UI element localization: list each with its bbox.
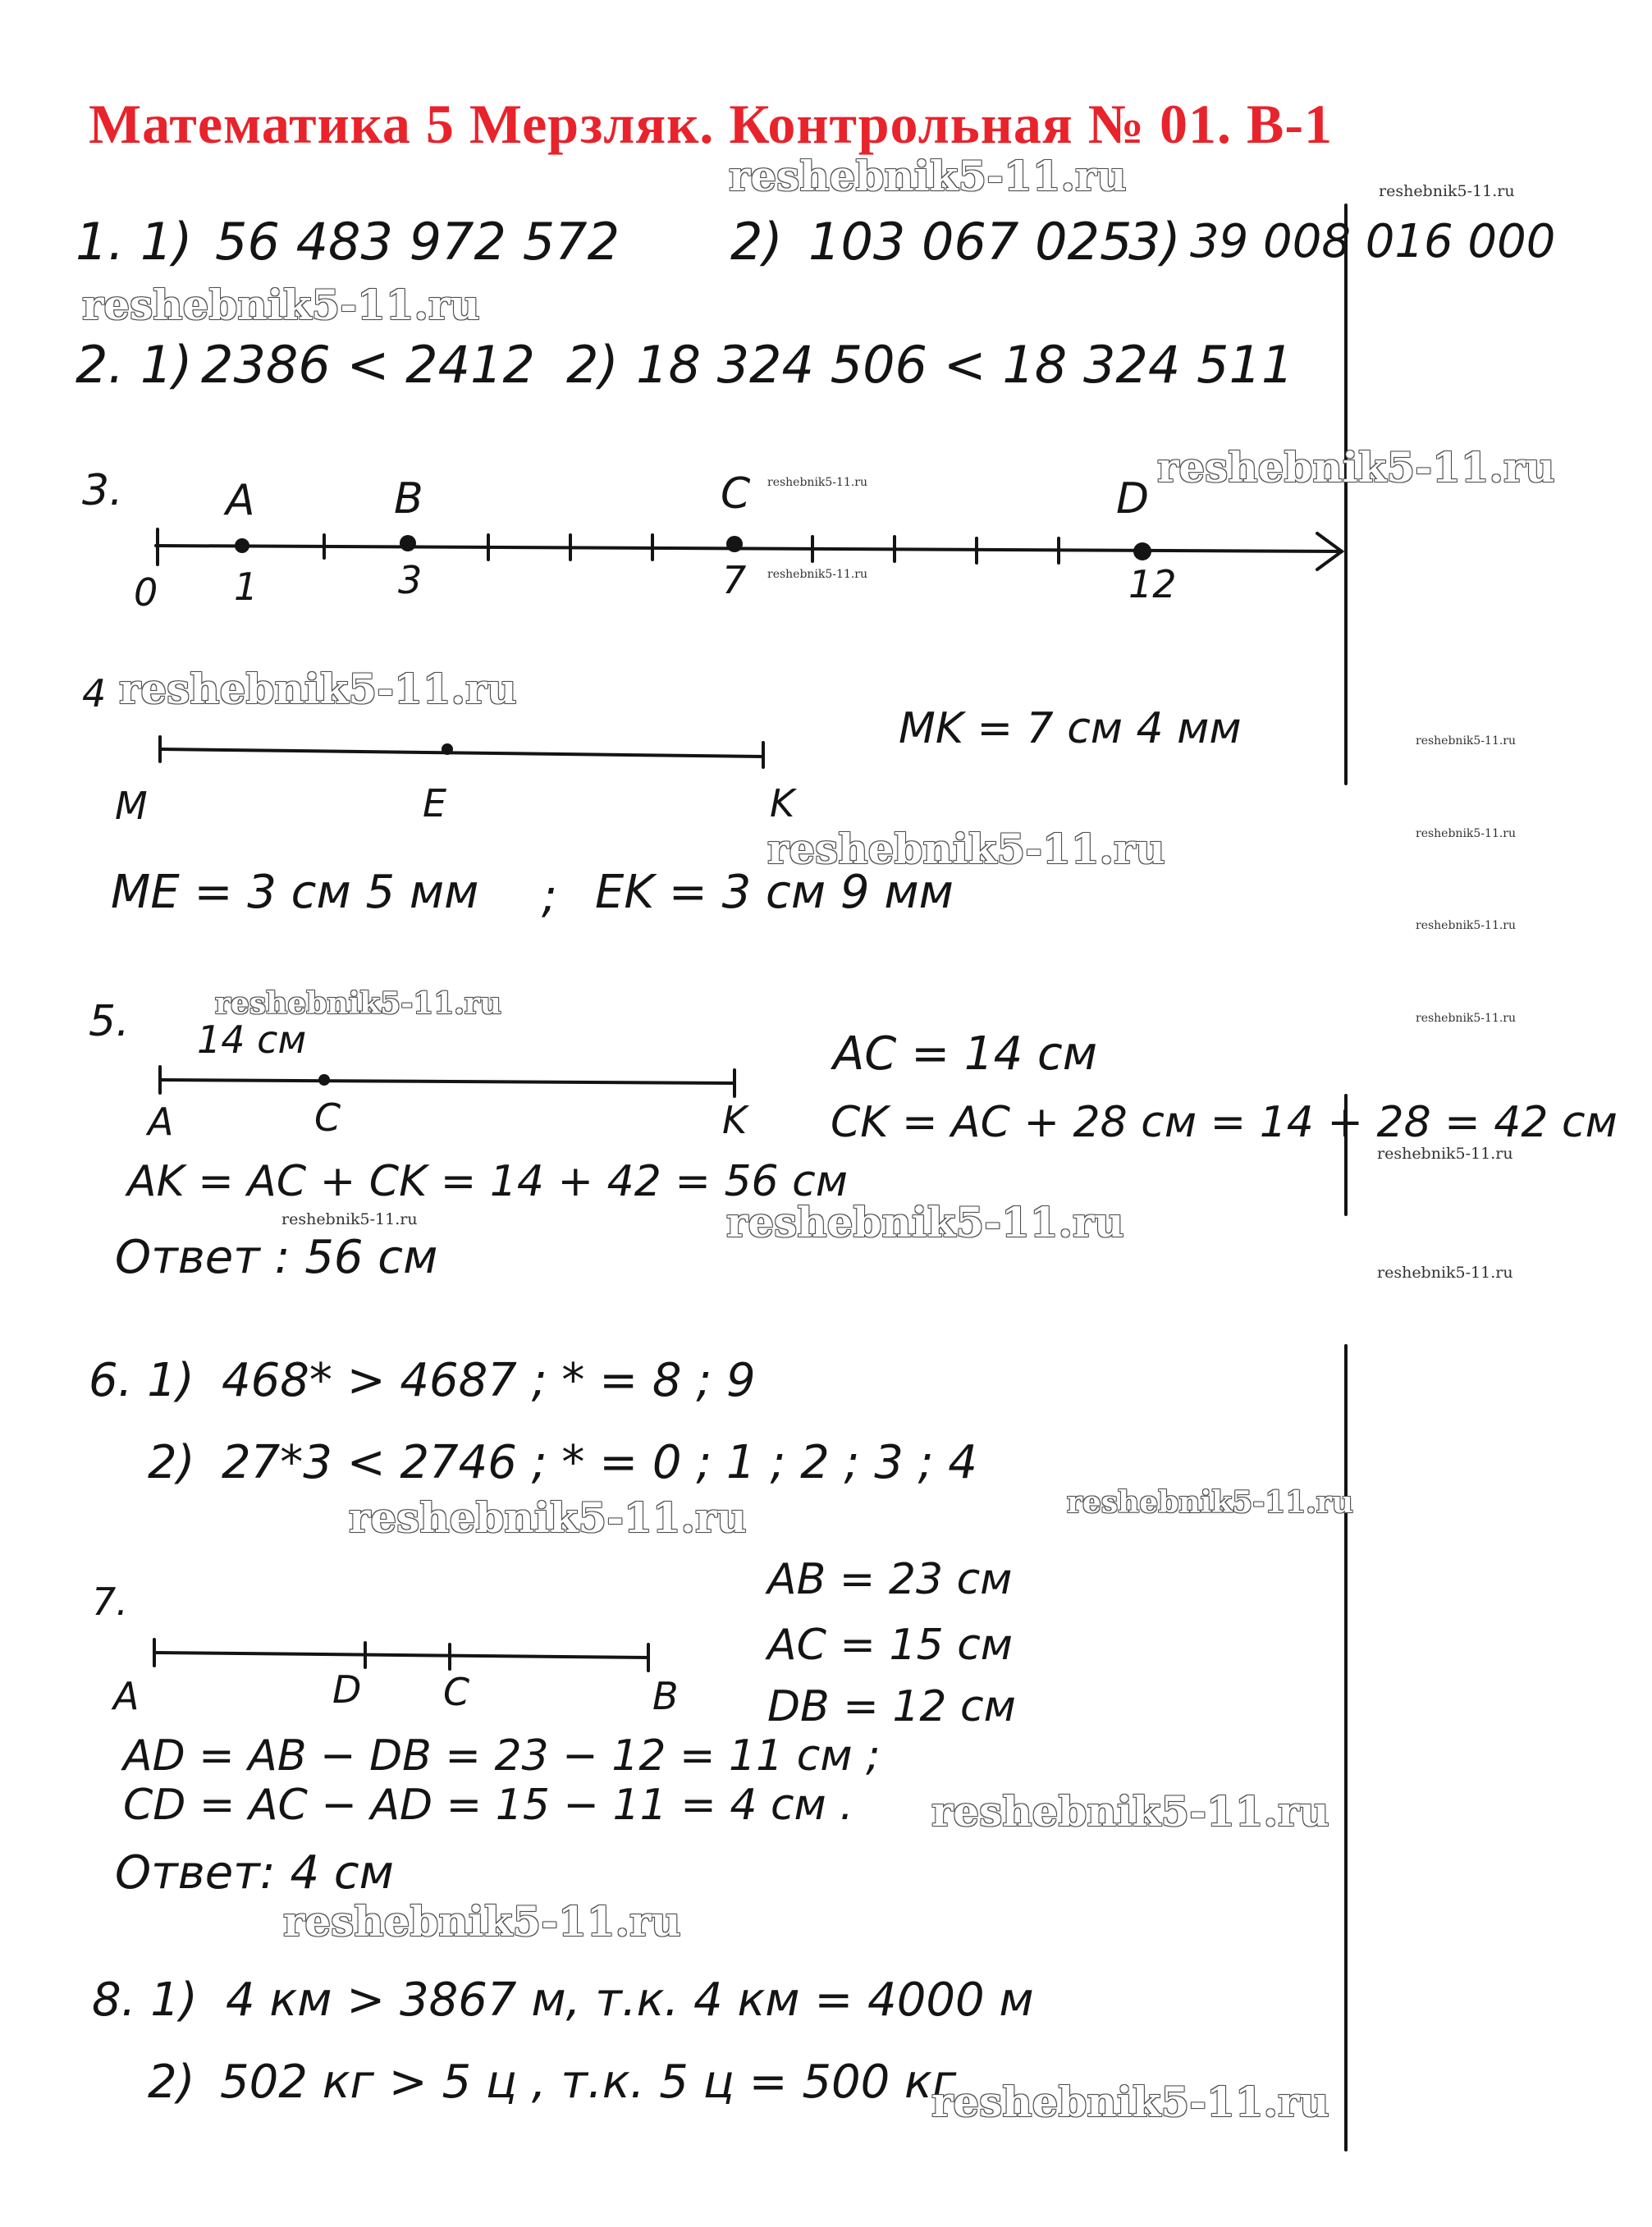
task7-db: DB = 12 см [767,1682,1016,1731]
point-b [400,535,416,551]
task4-mk: MK = 7 см 4 мм [899,704,1242,753]
task5-point-a: A [148,1100,174,1144]
task7-ad: AD = AB − DB = 23 − 12 = 11 см ; [123,1731,881,1781]
task4-point-m: M [115,784,148,828]
watermark: reshebnik5-11.ru [82,281,480,329]
watermark: reshebnik5-11.ru [931,2078,1329,2126]
task1-label2: 2) [730,212,783,272]
task8-label2: 2) [148,2056,195,2109]
task1-answer3: 39 008 016 000 [1190,215,1556,268]
point-d [1133,542,1151,560]
task1-answer2: 103 067 025 [808,212,1133,272]
watermark: reshebnik5-11.ru [726,1198,1124,1246]
point-e [442,743,453,755]
watermark: reshebnik5-11.ru [767,825,1165,873]
task1-label3: 3) [1128,212,1181,272]
task4-ek: EK = 3 см 9 мм [595,866,954,919]
task5-ac: AC = 14 см [833,1027,1098,1081]
task4-point-k: K [770,781,795,825]
task1-answer1: 56 483 972 572 [215,212,620,272]
task1-label: 1. 1) [76,212,193,272]
task5-point-k: K [722,1098,748,1142]
page-title: Математика 5 Мерзляк. Контрольная № 01. В-1 [89,93,1334,155]
watermark: reshebnik5-11.ru [349,1493,747,1542]
segment-ak [160,1080,734,1083]
task8-label1: 8. 1) [92,1973,198,2027]
watermark: reshebnik5-11.ru [1377,1264,1513,1282]
task2-label: 2. 1) [76,335,193,395]
watermark: reshebnik5-11.ru [1067,1485,1353,1520]
task3-label: 3. [82,466,123,515]
task3-point-c-value: 7 [722,558,747,602]
task8-line2: 502 кг > 5 ц , т.к. 5 ц = 500 кг [220,2056,957,2109]
task3-point-d-value: 12 [1128,562,1177,606]
task2-label2: 2) [566,335,619,395]
watermark: reshebnik5-11.ru [767,568,868,581]
task7-point-c: C [443,1670,470,1714]
task3-point-b-value: 3 [398,558,423,602]
task5-label: 5. [89,997,130,1046]
task7-answer: Ответ: 4 см [115,1846,394,1900]
task5-answer: Ответ : 56 см [115,1231,438,1284]
task3-point-a-name: A [226,476,255,525]
task7-ac: AC = 15 см [767,1621,1014,1670]
segment-mk [160,749,763,757]
watermark: reshebnik5-11.ru [1377,1145,1513,1163]
task3-point-b-name: B [394,474,423,524]
point-c [726,536,743,552]
watermark: reshebnik5-11.ru [119,665,517,713]
task6-line2: 27*3 < 2746 ; * = 0 ; 1 ; 2 ; 3 ; 4 [222,1436,977,1489]
number-line [156,546,1342,551]
task3-point-a-value: 1 [234,565,259,609]
watermark: reshebnik5-11.ru [283,1897,681,1946]
task2-answer2: 18 324 506 < 18 324 511 [636,335,1294,395]
task3-point-d-name: D [1116,474,1150,524]
task4-label: 4 [82,671,107,716]
task5-point-c: C [314,1095,341,1140]
watermark: reshebnik5-11.ru [1416,734,1517,748]
task5-segment-label: 14 см [197,1017,307,1062]
task7-point-b: B [652,1674,679,1718]
task6-line1: 468* > 4687 ; * = 8 ; 9 [222,1354,756,1407]
segment-ab [154,1653,648,1658]
watermark: reshebnik5-11.ru [281,1210,418,1228]
task5-ak: AK = AC + CK = 14 + 42 = 56 см [127,1157,848,1206]
task3-point-c-name: C [721,469,751,519]
point-a [235,538,249,553]
task6-label2: 2) [148,1436,195,1489]
watermark: reshebnik5-11.ru [215,986,501,1021]
task7-point-d: D [332,1667,362,1712]
task4-me: ME = 3 см 5 мм [111,866,479,919]
task4-point-e: E [423,781,447,825]
task7-point-a: A [113,1674,140,1718]
task3-origin: 0 [134,570,158,615]
task5-ck: CK = AC + 28 см = 14 + 28 = 42 см [831,1098,1618,1147]
watermark: reshebnik5-11.ru [1416,919,1517,932]
watermark: reshebnik5-11.ru [931,1787,1329,1836]
watermark: reshebnik5-11.ru [767,476,868,489]
watermark: reshebnik5-11.ru [1157,443,1555,492]
watermark: reshebnik5-11.ru [1416,827,1517,840]
watermark: reshebnik5-11.ru [1379,182,1515,200]
watermark: reshebnik5-11.ru [729,152,1127,200]
task6-label1: 6. 1) [89,1354,194,1407]
task4-separator: ; [542,870,557,923]
task7-label: 7. [92,1580,128,1624]
task8-line1: 4 км > 3867 м, т.к. 4 км = 4000 м [226,1973,1034,2027]
point-c-5 [318,1074,330,1086]
task7-cd: CD = AC − AD = 15 − 11 = 4 см . [123,1781,853,1830]
task7-ab: AB = 23 см [767,1555,1013,1604]
watermark: reshebnik5-11.ru [1416,1012,1517,1025]
task2-answer1: 2386 < 2412 [201,335,535,395]
